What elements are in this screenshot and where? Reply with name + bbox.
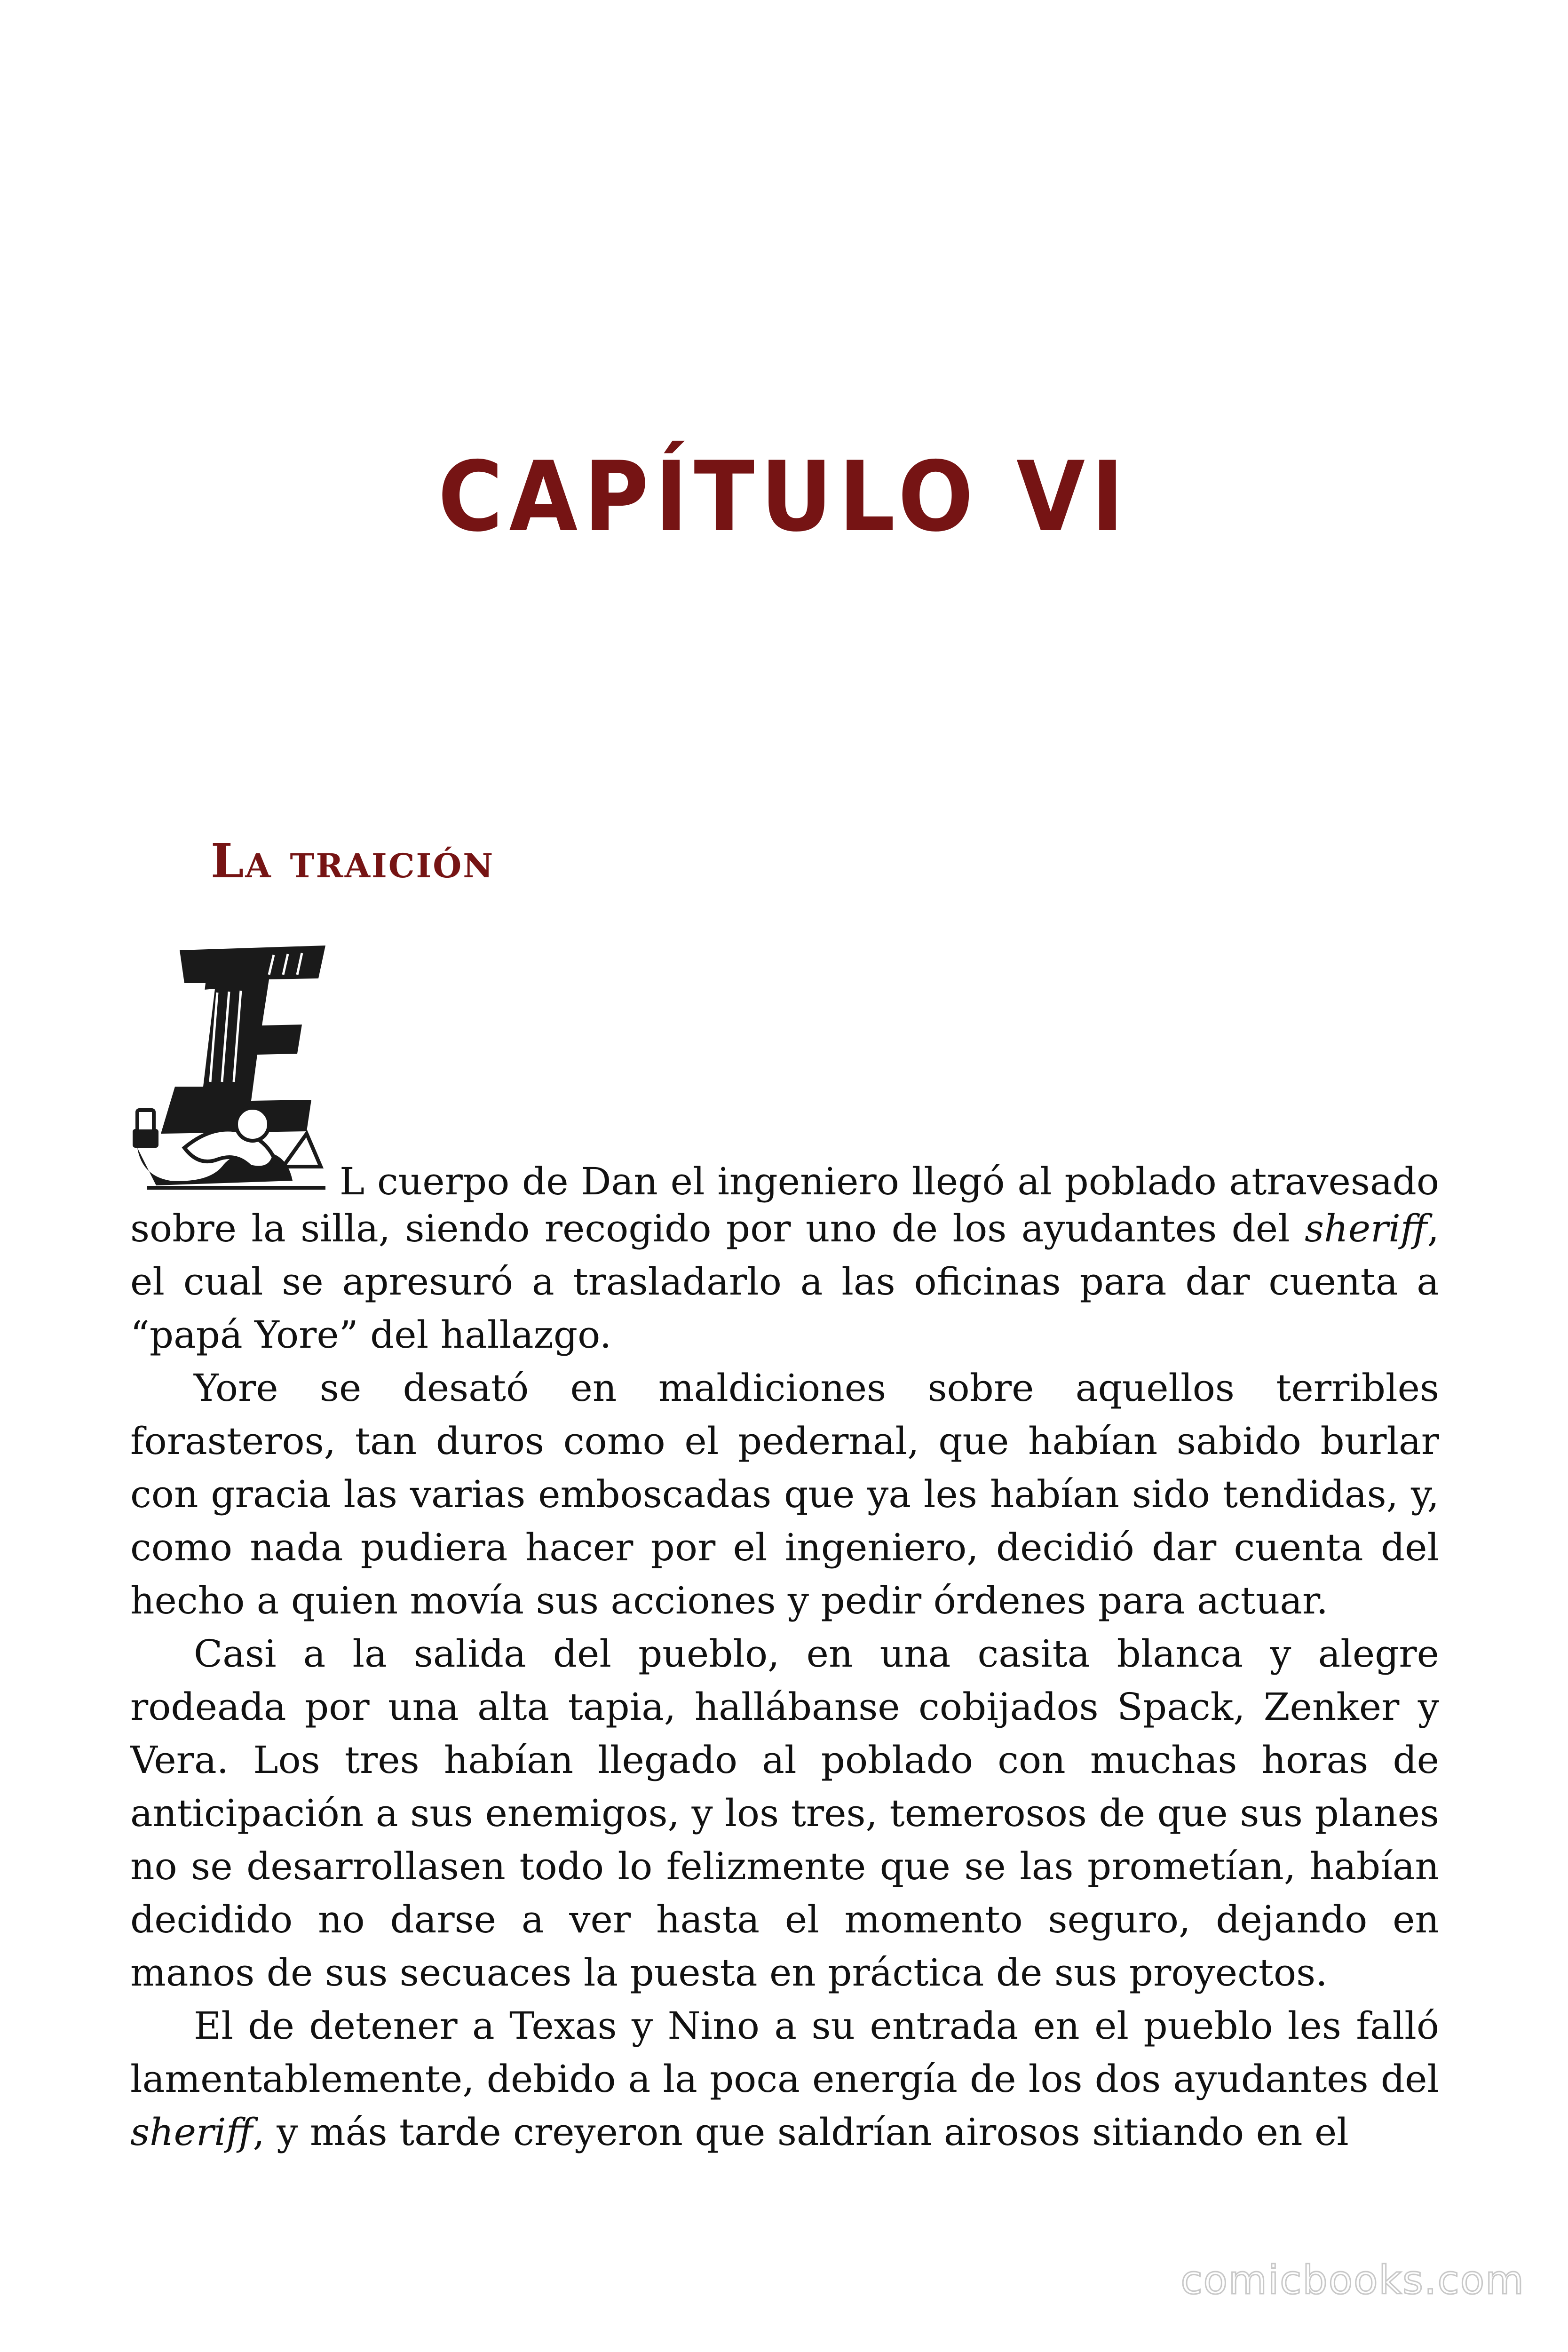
body-text xyxy=(130,1202,1439,2159)
paragraph-3: Casi a la salida del pueblo, en una casita blanca y alegre rodeada por una alta tapia, hallábanse cobijados Spack, Zenker y Vera. Los tres habían llegado al poblado con muchas horas de anticipación a sus enemigos, y los tres, temerosos de que sus planes no se desarrollasen todo lo felizmente que se las prometían, habían decidido no darse a ver hasta el momento seguro, dejando en manos de sus secuaces la puesta en práctica de sus proyectos. xyxy=(130,1632,1439,1994)
text-run: El de detener a Texas y Nino a su entrada en el pueblo les falló lamentablemente, debido a la poca energía de los dos ayudantes del xyxy=(130,2004,1439,2101)
chapter-title: CAPÍTULO VI xyxy=(438,441,1130,553)
paragraph-2: Yore se desató en maldiciones sobre aquellos terribles forasteros, tan duros como el pedernal, que habían sabido burlar con gracia las varias emboscadas que ya les habían sido tendidas, y, como nada pudiera hacer por el ingeniero, decidió dar cuenta del hecho a quien movía sus acciones y pedir órdenes para actuar. xyxy=(130,1366,1439,1622)
paragraph-1-continuation xyxy=(130,1202,1439,1361)
italic-term: sheriff xyxy=(130,2110,253,2154)
paragraph-1-first-line: L cuerpo de Dan el ingeniero llegó al poblado atravesado xyxy=(340,1160,1439,1203)
dropcap-letter-shape xyxy=(161,946,325,1134)
text-run: , y más tarde creyeron que saldrían airosos sitiando en el xyxy=(253,2110,1349,2154)
dropcap-e-illustration xyxy=(128,946,335,1195)
section-title: La traición xyxy=(211,833,495,889)
paragraph-4 xyxy=(130,1999,1439,2159)
italic-term: sheriff xyxy=(1305,1207,1427,1250)
watermark: comicbooks.com xyxy=(1180,2257,1525,2303)
text-run: , el cual se apresuró a trasladarlo a las oficinas para dar cuenta a “papá Yore” del hallazgo. xyxy=(130,1207,1439,1357)
text-run: sobre la silla, siendo recogido por uno de los ayudantes del xyxy=(130,1207,1305,1250)
